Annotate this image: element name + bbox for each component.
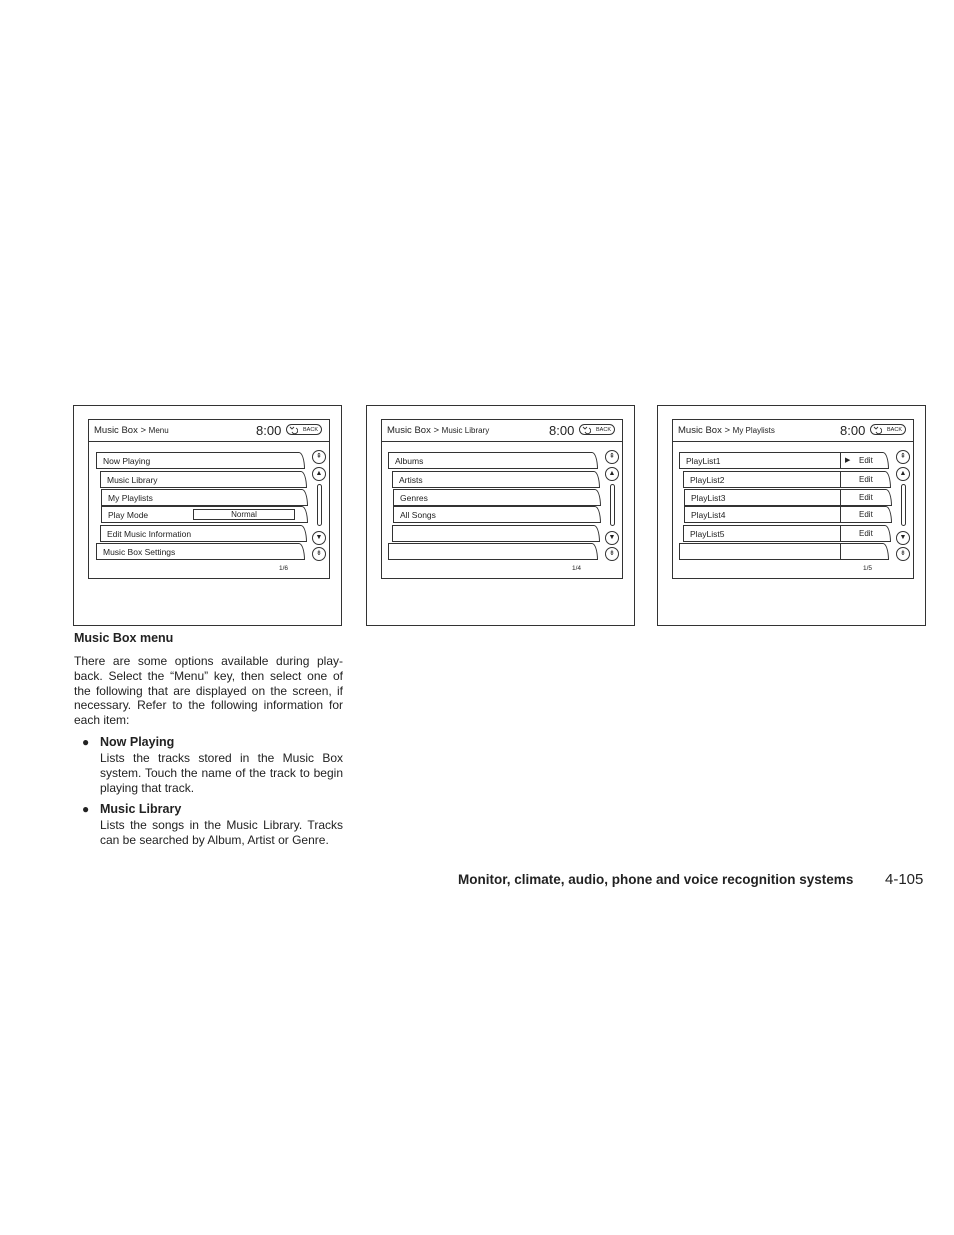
back-button[interactable]: BACK	[579, 424, 615, 435]
page-down-icon[interactable]: ⇟	[896, 547, 910, 561]
scrollbar[interactable]	[901, 484, 906, 526]
breadcrumb: Music Box > My Playlists	[678, 425, 775, 436]
menu-item-music-library[interactable]: Music Library	[100, 471, 307, 488]
section-heading: Music Box menu	[74, 631, 174, 645]
figure-music-library	[366, 405, 635, 626]
playlist-item[interactable]: PlayList4 Edit	[684, 506, 892, 523]
screen-header	[382, 420, 622, 442]
list-item-empty	[392, 525, 600, 542]
screen	[672, 419, 914, 579]
play-mode-value: Normal	[193, 509, 295, 520]
page-down-icon[interactable]: ⇟	[605, 547, 619, 561]
menu-item-play-mode[interactable]: Play Mode Normal	[101, 506, 308, 523]
back-button[interactable]: BACK	[870, 424, 906, 435]
page-up-icon[interactable]: ⇞	[896, 450, 910, 464]
edit-button[interactable]: Edit	[840, 472, 885, 487]
figure-music-box-menu	[73, 405, 342, 626]
menu-item-edit-music-information[interactable]: Edit Music Information	[100, 525, 307, 542]
back-arrow-icon	[582, 426, 591, 434]
item-title-music-library: Music Library	[100, 802, 182, 816]
back-arrow-icon	[873, 426, 882, 434]
item-desc-music-library: Lists the songs in the Music Library. Tracks can be searched by Album, Artist or Genre.	[100, 818, 343, 847]
back-button[interactable]: BACK	[286, 424, 322, 435]
page-up-icon[interactable]: ⇞	[312, 450, 326, 464]
screen	[88, 419, 330, 579]
playlist-item[interactable]: PlayList1 ▶ Edit	[679, 452, 889, 469]
page-indicator: 1/6	[279, 565, 289, 572]
playlist-item[interactable]: PlayList5 Edit	[683, 525, 891, 542]
edit-button[interactable]: Edit	[840, 490, 885, 505]
edit-button[interactable]: Edit	[840, 526, 885, 541]
scroll-up-icon[interactable]: ▲	[896, 467, 910, 481]
scroll-down-icon[interactable]: ▼	[312, 531, 326, 545]
page-number: 4-105	[885, 871, 924, 888]
screen	[381, 419, 623, 579]
playlist-item-empty	[679, 543, 889, 560]
scrollbar[interactable]	[317, 484, 322, 526]
playlist-item[interactable]: PlayList3 Edit	[684, 489, 892, 506]
menu-item-music-box-settings[interactable]: Music Box Settings	[96, 543, 305, 560]
now-playing-icon: ▶	[845, 457, 851, 464]
list-item-genres[interactable]: Genres	[393, 489, 601, 506]
scroll-down-icon[interactable]: ▼	[605, 531, 619, 545]
clock: 8:00	[549, 423, 575, 438]
figure-my-playlists	[657, 405, 926, 626]
chapter-title: Monitor, climate, audio, phone and voice recognition systems	[458, 872, 854, 887]
item-desc-now-playing: Lists the tracks stored in the Music Box system. Touch the name of the track to begin playing that track.	[100, 751, 343, 795]
page-indicator: 1/5	[863, 565, 873, 572]
menu-item-my-playlists[interactable]: My Playlists	[101, 489, 308, 506]
scroll-up-icon[interactable]: ▲	[312, 467, 326, 481]
scrollbar[interactable]	[610, 484, 615, 526]
intro-paragraph: There are some options available during play-back. Select the “Menu” key, then select one of the following that are displayed on the screen, if necessary. Refer to the following information for each item:	[74, 654, 343, 728]
back-arrow-icon	[289, 426, 298, 434]
bullet-icon: ●	[82, 802, 90, 816]
clock: 8:00	[840, 423, 866, 438]
list-item-artists[interactable]: Artists	[392, 471, 600, 488]
item-title-now-playing: Now Playing	[100, 735, 175, 749]
screen-header	[89, 420, 329, 442]
edit-area-empty	[840, 544, 885, 559]
list-item-albums[interactable]: Albums	[388, 452, 598, 469]
list-item-empty	[388, 543, 598, 560]
breadcrumb: Music Box > Menu	[94, 425, 169, 436]
breadcrumb: Music Box > Music Library	[387, 425, 490, 436]
clock: 8:00	[256, 423, 282, 438]
list-item-all-songs[interactable]: All Songs	[393, 506, 601, 523]
scroll-down-icon[interactable]: ▼	[896, 531, 910, 545]
edit-button[interactable]: Edit	[840, 507, 885, 522]
screen-header	[673, 420, 913, 442]
playlist-item[interactable]: PlayList2 Edit	[683, 471, 891, 488]
bullet-icon: ●	[82, 735, 90, 749]
scroll-up-icon[interactable]: ▲	[605, 467, 619, 481]
page-up-icon[interactable]: ⇞	[605, 450, 619, 464]
page-indicator: 1/4	[572, 565, 582, 572]
page-down-icon[interactable]: ⇟	[312, 547, 326, 561]
menu-item-now-playing[interactable]: Now Playing	[96, 452, 305, 469]
edit-button[interactable]: ▶ Edit	[840, 453, 885, 468]
